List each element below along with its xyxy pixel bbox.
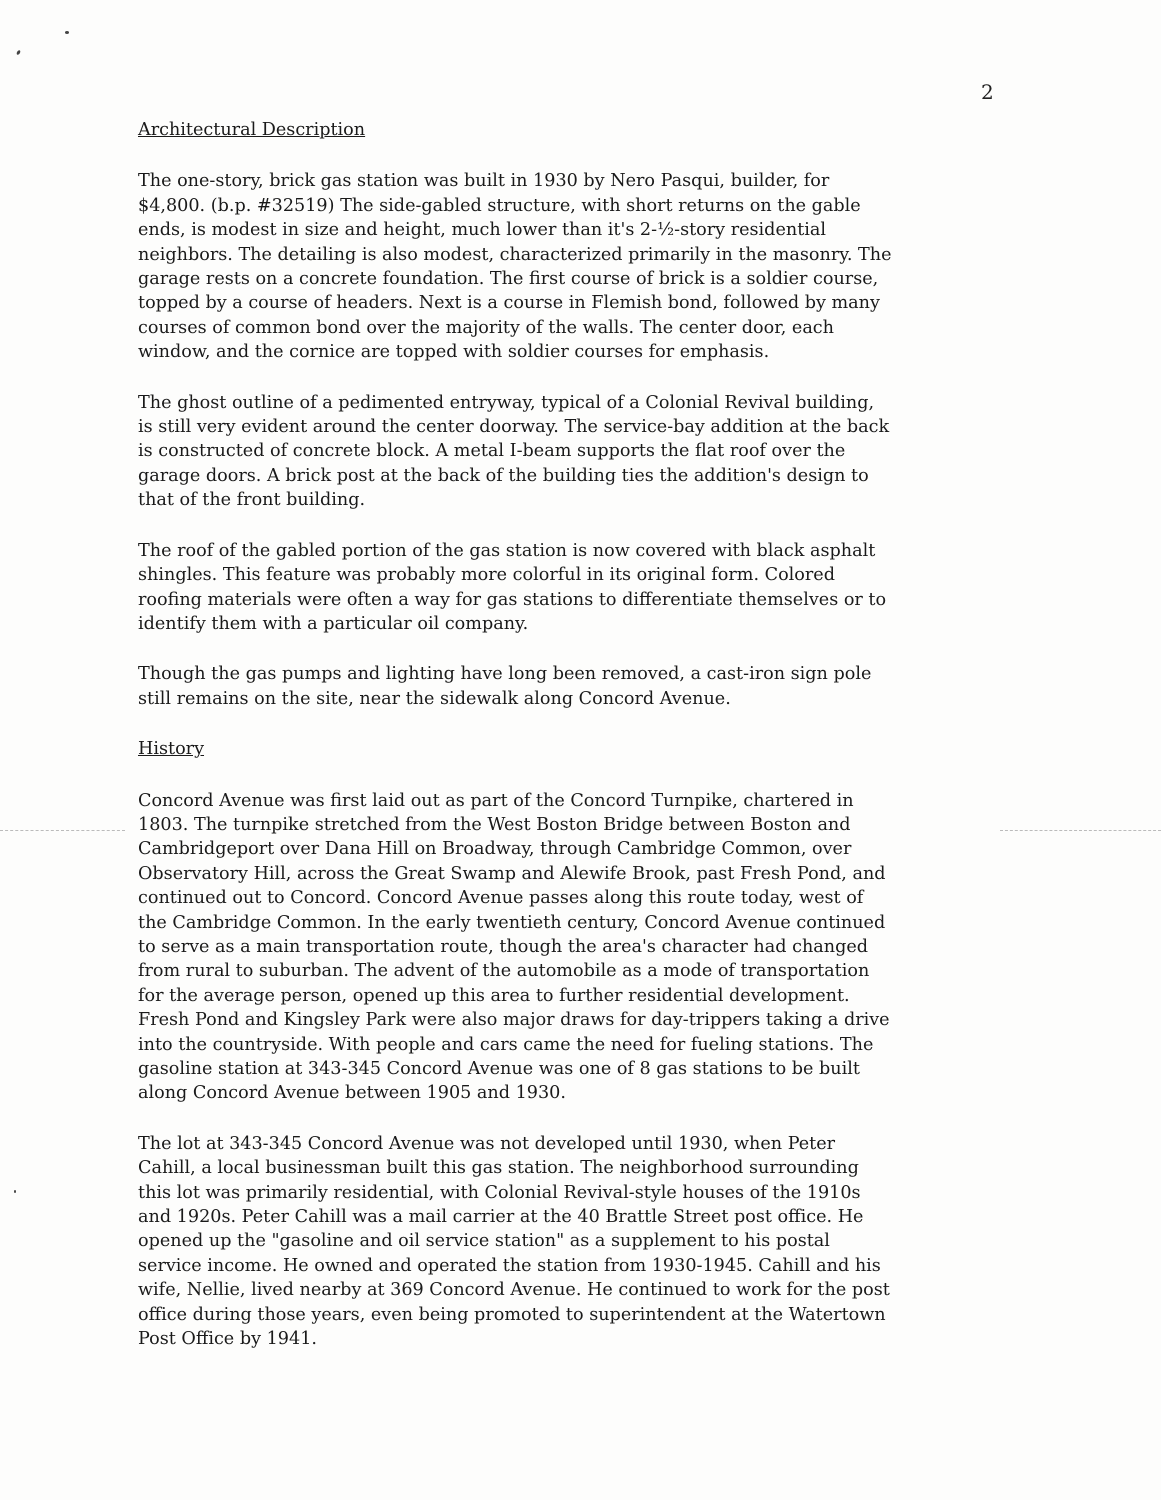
page-number: 2 bbox=[981, 80, 994, 104]
paragraph: The ghost outline of a pedimented entryway, typical of a Colonial Revival building, is still very evident around the center doorway. The service-bay addition at the back is constructed of concrete block. A metal I-beam supports the flat roof over the garage doors. A brick post at the back of the building ties the addition's design to that of the front building. bbox=[138, 392, 890, 511]
scan-artifact-line bbox=[0, 830, 125, 832]
scan-artifact-line bbox=[1000, 830, 1161, 832]
paragraph: Concord Avenue was first laid out as part of the Concord Turnpike, chartered in 1803. The turnpike stretched from the West Boston Bridge between Boston and Cambridgeport over Dana Hill on Broadway, through Cambridge Common, over Observatory Hill, across the Great Swamp and Alewife Brook, past Fresh Pond, and continued out to Concord. Concord Avenue passes along this route today, west of the Cambridge Common. In the early twentieth century, Concord Avenue continued to serve as a main transportation route, though the area's character had changed from rural to suburban. The advent of the automobile as a mode of transportation for the average person, opened up this area to further residential development. Fresh Pond and Kingsley Park were also major draws for day-trippers taking a drive into the countryside. With people and cars came the need for fueling stations. The gasoline station at 343-345 Concord Avenue was one of 8 gas stations to be built along Concord Avenue between 1905 and 1930. bbox=[138, 790, 890, 1104]
scan-speck bbox=[16, 50, 21, 56]
document-body bbox=[138, 118, 1000, 1377]
paragraph: The one-story, brick gas station was built in 1930 by Nero Pasqui, builder, for $4,800. (b.p. #32519) The side-gabled structure, with short returns on the gable ends, is modest in size and height, much lower than it's 2-½-story residential neighbors. The detailing is also modest, characterized primarily in the masonry. The garage rests on a concrete foundation. The first course of brick is a soldier course, topped by a course of headers. Next is a course in Flemish bond, followed by many courses of common bond over the majority of the walls. The center door, each window, and the cornice are topped with soldier courses for emphasis. bbox=[138, 171, 892, 363]
scan-speck bbox=[65, 31, 69, 34]
section-heading-history: History bbox=[138, 739, 205, 760]
paragraph: The lot at 343-345 Concord Avenue was not developed until 1930, when Peter Cahill, a local businessman built this gas station. The neighborhood surrounding this lot was primarily residential, with Colonial Revival-style houses of the 1910s and 1920s. Peter Cahill was a mail carrier at the 40 Brattle Street post office. He opened up the "gasoline and oil service station" as a supplement to his postal service income. He owned and operated the station from 1930-1945. Cahill and his wife, Nellie, lived nearby at 369 Concord Avenue. He continued to work for the post office during those years, even being promoted to superintendent at the Watertown Post Office by 1941. bbox=[138, 1133, 890, 1350]
paragraph: The roof of the gabled portion of the gas station is now covered with black asphalt shingles. This feature was probably more colorful in its original form. Colored roofing materials were often a way for gas stations to differentiate themselves or to identify them with a particular oil company. bbox=[138, 540, 887, 634]
paragraph: Though the gas pumps and lighting have long been removed, a cast-iron sign pole still remains on the site, near the sidewalk along Concord Avenue. bbox=[138, 664, 872, 709]
section-heading-architectural: Architectural Description bbox=[138, 120, 366, 140]
scan-speck bbox=[14, 1190, 16, 1193]
